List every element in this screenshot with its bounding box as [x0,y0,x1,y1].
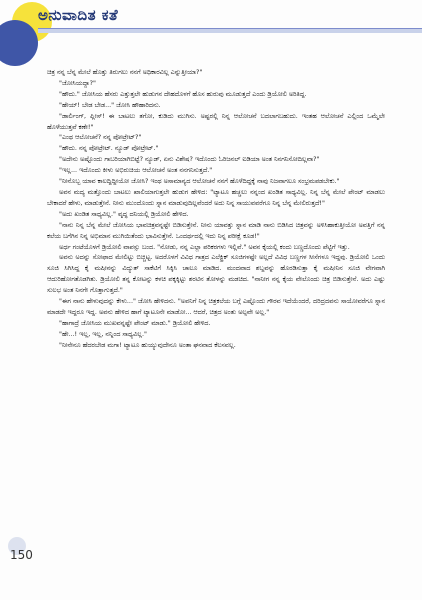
section-title: ಅನುವಾದಿತ ಕತೆ [38,6,119,24]
header-blue-circle [0,20,38,66]
paragraph: "ಹೌದು." ಜೋಸಿಯ ಹೆಸರು ಎತ್ತುತ್ತಲೇ ಹುಡುಗನ ದೇಹದೊಳಗೆ ಹೊಸ ಹುರುಪು ಮೂಡುತ್ತದೆ ಎಂದು ಡ್ರಿಯೋಲಿ ಅರಿತಿದ್ದ. [59,89,307,98]
paragraph: "ಹೇ...! ಇಲ್ಲ, ಇಲ್ಲ, ನನ್ನಿಂದ ಸಾಧ್ಯವಿಲ್ಲ." [59,329,148,338]
header-rule [38,28,422,33]
paragraph: ಅವನು ಅದನ್ನು ಸೋಫಾದ ಮೇಲಿಟ್ಟು ಬಿಚ್ಚಿಟ್ಟ. ಅದರೊಳಗೆ ವಿವಿಧ ಗಾತ್ರದ ಎಲೆಕ್ಟ್ರಿಕ್ ಸೂಜಿಗಳಷ್ಟೇ ಅಲ್ಲದೆ ವಿವಿಧ ಬಣ್ಣಗಳ ಸೀಸೆಗಳೂ ಇದ್ದವು. ಡ್ರಿಯೋಲಿ ಒಂದು ಸೂಜಿ ಸಿಗಿಸಿದ್ದ ಕೈ ಮಷೀನನ್ನು ವಿದ್ಯುತ್ ಸಾಕೆಟಿಗೆ ಸಿಕ್ಕಿಸಿ ಚಾಲೂ ಮಾಡಿದ. ಮಂದವಾದ ಶಬ್ದವನ್ನು ಹೊರಡಿಸುತ್ತಾ ಕೈ ಮಷೀನಿನ ಸೂಜಿ ವೇಗವಾಗಿ ಆದುರಿಹೋಗತೊಡಗಿತು. ಡ್ರಿಯೋಲಿ ತನ್ನ ಕೋಟನ್ನು ಕಳಚಿ ಪಕ್ಕಕ್ಕಿಟ್ಟು ಶರಟಿನ ತೋಳನ್ನು ಮಡಚಿದ. "ನಾನೀಗ ನನ್ನ ಕೈಯ ವೇಲೊಂದು ಚಿತ್ರ ಬಿಡಿಸುತ್ತೇನೆ. ಅದು ಎಷ್ಟು ಸುಲಭ ಅಂತ ನಿನಗೇ ಗೊತ್ತಾಗುತ್ತದೆ." [47,253,385,295]
paragraph: "ನೀನೇನೂ ಹೆದರಬೇಡ ಮಗಾ! ಟ್ಯಾಟೂ ಹುಯ್ಯುವುದೇನೂ ಅಂತಾ ಘನವಾದ ಕೆಲಸವಲ್ಲ. [59,340,236,349]
paragraph: "ನೀನೊಬ್ಬ ಯಾವ ಕಾಲದ್ದಿದ್ದೀಯೋ ಜೋಸಿ? ಇಂಥ ಅಸಾಮಾನ್ಯದ ಆಲೋಚನೆ ನನಗೆ ಹೊಳೆದಿದ್ದಕ್ಕೆ ನಾವು ನಿಜವಾಗಲೂ ಸಂಭ್ರಮಪಡಬೇಕು." [59,177,340,186]
paragraph: "ಇಲ್ಲ... ಇದೊಂದು ಕೀಳು ಅಭಿರುಚಿಯ ಆಲೋಚನೆ ಅಂತ ನನಗನಿಸುತ್ತದೆ." [59,166,213,175]
paragraph: "ಅದೇನು ಅಷ್ಟೊಂದು ಗಾಬರಿಯಾಗಿಬಿಟ್ಟೆ? ನ್ಯೂಡ್, ಏನು ವಿಶೇಷ? ಇದೊಂದು ಓರಿಜನಲ್ ಐಡಿಯಾ ಅಂತ ನಿನಗನಿಸೋದಿಲ್ಲವಾ?" [59,155,320,164]
paragraph: "ಜೋಸಿಯದ್ದಾ?" [59,78,96,87]
paragraph: "ನಾನು ನಿನ್ನ ಬೆನ್ನ ಮೇಲೆ ಜೋಸಿಯ ಭಾವಚಿತ್ರವನ್ನಷ್ಟೇ ಬಿಡಿಸುತ್ತೇನೆ. ನೀನು ಯಾವತ್ತು ಸ್ನಾನ ಮಾಡಿ ನಾನು ಬಿಡಿಸಿದ ಚಿತ್ರವನ್ನು ಅಳಿಸಿಹಾಕುತ್ತೀಯೋ ಅವತ್ತಿಗೆ ನನ್ನ ಕಲೆಯ ಬಗೆಗಿನ ನಿನ್ನ ಅಭಿಮಾನ ಮುಗಿಯಿತೆಂದು ಭಾವಿಸುತ್ತೇನೆ. ಒಂದರ್ಥದಲ್ಲಿ ಇದು ನಿನ್ನ ಪರೀಕ್ಷೆ ಕೂಡ!" [47,220,385,240]
paragraph: ಚಿತ್ರ ನನ್ನ ಬೆನ್ನ ಮೇಲೆ ಹೊತ್ತು ತಿರುಗಲು ನನಗೆ ಅಧಿಕಾರವಿಲ್ಲ ಎನ್ನುತ್ತೀಯಾ?" [47,68,203,76]
page-number: 150 [10,548,33,562]
paragraph: "ಹೌದು. ನನ್ನ ಪೋಟ್ರೇಟ್. ನ್ಯೂಡ್ ಪೋಟ್ರೇಟ್." [59,144,159,153]
story-text [47,67,385,351]
paragraph: "ಹೇಯ್! ಬೇಡ ಬೇಡ..." ಜೋಸಿ ಹೌಹಾರಿದನು. [59,100,161,109]
paragraph: "ಅದು ಖಂಡಿತ ಸಾಧ್ಯವಿಲ್ಲ." ವೃದ್ಧ ದನಿಯಲ್ಲಿ ಡ್ರಿಯೋಲಿ ಹೇಳಿದ. [59,209,189,218]
paragraph: "ಡಾರ್ಲಿಂಗ್, ಪ್ಲೀಸ್! ಈ ಬಾಟಲು ತಗೋ, ಕುಡಿದು ಮುಗಿಸು. ಅಷ್ಟರಲ್ಲಿ ನಿನ್ನ ಆಲೋಚನೆ ಬದಲಾಗಬಹುದು. ಇಂತಹ ಆಲೋಚನೆ ಎಲ್ಲಿಂದ ಒಮ್ಮೆಲೇ ಹೊಳೆಯುತ್ತವೆ ಕಣೇ!" [47,111,385,131]
paragraph: ಅವನ ಮದ್ಯ ಮತ್ತೊಂದು ಬಾಟಲು ಖಾಲಿಯಾಗುತ್ತಲೇ ಹುಡುಗ ಹೇಳಿದ: "ಟ್ಯಾಟೂ ಹಚ್ಚಲು ನನ್ನಂದ ಖಂಡಿತ ಸಾಧ್ಯವಿಲ್ಲ. ನಿನ್ನ ಬೆನ್ನ ಮೇಲೆ ಪೇಂಟ್ ಮಾಡಲು ಬೇಕಾದರೆ ಹೇಳು, ಮಾಡುತ್ತೇನೆ. ನೀನು ಮುಂದೊಂದು ಸ್ನಾನ ಮಾಡುವುದಿಲ್ಲವೆಂದರೆ ಅದು ನಿನ್ನ ಸಾಯುವವರೆಗೂ ನಿನ್ನ ಬೆನ್ನ ಮೇಲಿರುತ್ತದೆ!" [47,187,385,207]
paragraph: "ಎಂಥ ಆಲೋಚನೆ? ನನ್ನ ಪೋಟ್ರೇಟ್?" [59,133,142,142]
paragraph: ಅರ್ಧ ಗಂಟೆಯೊಳಗೆ ಡ್ರಿಯೋಲಿ ವಾಪಸ್ಸು ಬಂದ. "ನೋಡು, ನನ್ನ ಎಲ್ಲಾ ಪರಿಕರಗಳು ಇಲ್ಲಿವೆ." ಅವನ ಕೈಯಲ್ಲಿ ಕಂದು ಬಣ್ಣದೊಂದು ಪೆಟ್ಟಿಗೆ ಇತ್ತು. [59,242,350,251]
paragraph: "ಈಗ ನಾನು ಹೇಳುವುದನ್ನು ಕೇಳು..." ಜೋಸಿ ಹೇಳಿದನು. "ಅವನಿಗೆ ನಿನ್ನ ಚಿತ್ರಕಲೆಯ ಬಗ್ಗೆ ಎಷ್ಟೊಂದು ಗೌರವ ಇದೆಯೆಂದರೆ, ದರಿದ್ರದವನು ಸಾಯೋವರೆಗೂ ಸ್ನಾನ ಮಾಡದೇ ಇದ್ದರೂ ಇದ್ದ. ಅವನು ಹೇಳಿದ ಹಾಗೆ ಟ್ಯಾಟೂನೇ ಮಾಡೋ... ಆದರೆ, ಚಿತ್ರದ ಅಂತು ಅಲ್ಪವೇ ಅಲ್ಲ." [47,297,385,316]
paragraph: "ಹಾಗಾದ್ರೆ ಜೋಸಿಯ ಮುಖವನ್ನಷ್ಟೇ ಪೇಂಟ್ ಮಾಡು." ಡ್ರಿಯೋಲಿ ಹೇಳಿದ. [59,318,211,327]
